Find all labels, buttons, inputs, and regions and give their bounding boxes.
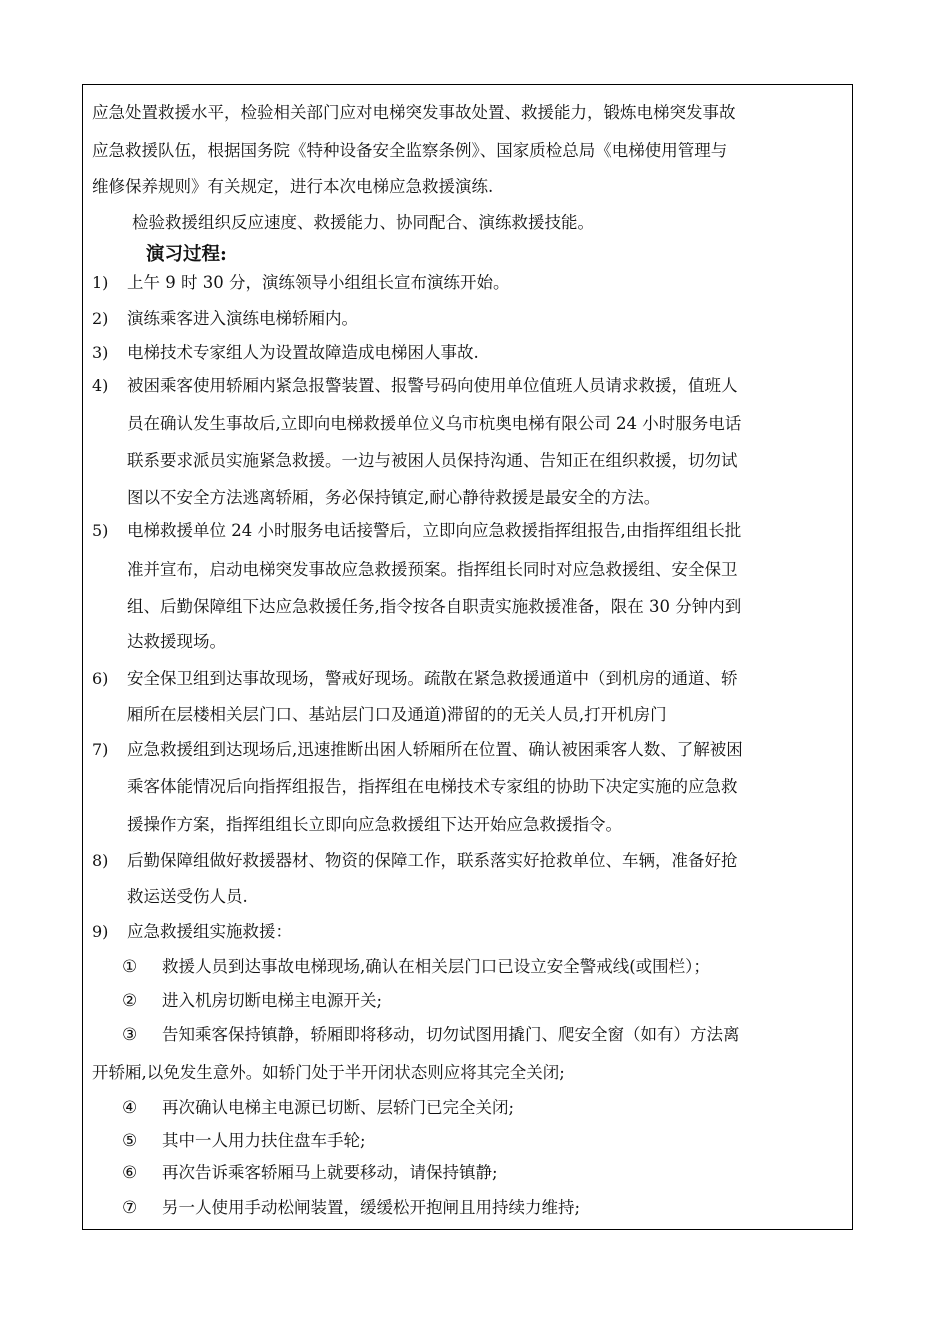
step-number: 2)	[92, 309, 109, 328]
step-4-line-1: 被困乘客使用轿厢内紧急报警装置、报警号码向使用单位值班人员请求救援，值班人	[127, 376, 738, 395]
intro-aim: 检验救援组织反应速度、救援能力、协同配合、演练救援技能。	[132, 213, 594, 232]
substep-7-line-1: 另一人使用手动松闸装置，缓缓松开抱闸且用持续力维持;	[162, 1198, 581, 1217]
substep-3-line-1: 告知乘客保持镇静，轿厢即将移动，切勿试图用撬门、爬安全窗（如有）方法离	[162, 1025, 740, 1044]
substep-marker: ④	[122, 1098, 138, 1118]
substep-marker: ③	[122, 1025, 138, 1045]
substep-marker: ⑤	[122, 1131, 138, 1151]
substep-6-line-1: 再次告诉乘客轿厢马上就要移动，请保持镇静;	[162, 1163, 498, 1182]
substep-marker: ⑥	[122, 1163, 138, 1183]
substep-marker: ①	[122, 957, 138, 977]
step-number: 8)	[92, 851, 109, 870]
substep-5-line-1: 其中一人用力扶住盘车手轮;	[162, 1131, 366, 1150]
step-number: 4)	[92, 376, 109, 395]
step-4-line-4: 图以不安全方法逃离轿厢，务必保持镇定,耐心静待救援是最安全的方法。	[127, 488, 661, 507]
intro-line-2: 应急救援队伍，根据国务院《特种设备安全监察条例》、国家质检总局《电梯使用管理与	[92, 141, 728, 160]
step-4-line-2: 员在确认发生事故后,立即向电梯救援单位义乌市杭奥电梯有限公司 24 小时服务电话	[127, 414, 742, 433]
step-8-line-2: 救运送受伤人员.	[127, 887, 248, 906]
substep-3-line-2: 开轿厢,以免发生意外。如轿门处于半开闭状态则应将其完全关闭;	[92, 1063, 565, 1082]
step-5-line-1: 电梯救援单位 24 小时服务电话接警后，立即向应急救援指挥组报告,由指挥组组长批	[127, 521, 742, 540]
step-6-line-1: 安全保卫组到达事故现场，警戒好现场。疏散在紧急救援通道中（到机房的通道、轿	[127, 669, 738, 688]
step-number: 9)	[92, 922, 109, 941]
step-6-line-2: 厢所在层楼相关层门口、基站层门口及通道)滞留的的无关人员,打开机房门	[127, 705, 667, 724]
step-number: 6)	[92, 669, 109, 688]
step-number: 3)	[92, 343, 109, 362]
substep-marker: ②	[122, 991, 138, 1011]
step-7-line-2: 乘客体能情况后向指挥组报告，指挥组在电梯技术专家组的协助下决定实施的应急救	[127, 777, 738, 796]
step-3-line-1: 电梯技术专家组人为设置故障造成电梯困人事故.	[127, 343, 479, 362]
step-5-line-3: 组、后勤保障组下达应急救援任务,指令按各自职责实施救援准备，限在 30 分钟内到	[127, 597, 742, 616]
intro-line-3: 维修保养规则》有关规定，进行本次电梯应急救援演练.	[92, 177, 494, 196]
process-title: 演习过程:	[146, 244, 227, 265]
step-5-line-4: 达救援现场。	[127, 632, 226, 651]
substep-1-line-1: 救援人员到达事故电梯现场,确认在相关层门口已设立安全警戒线(或围栏）；	[162, 957, 710, 976]
step-number: 1)	[92, 273, 109, 292]
substep-marker: ⑦	[122, 1198, 138, 1218]
step-5-line-2: 准并宣布，启动电梯突发事故应急救援预案。指挥组长同时对应急救援组、安全保卫	[127, 560, 738, 579]
substep-2-line-1: 进入机房切断电梯主电源开关;	[162, 991, 383, 1010]
intro-line-1: 应急处置救援水平，检验相关部门应对电梯突发事故处置、救援能力，锻炼电梯突发事故	[92, 103, 736, 122]
step-1-line-1: 上午 9 时 30 分，演练领导小组组长宣布演练开始。	[127, 273, 510, 292]
step-7-line-3: 援操作方案，指挥组组长立即向应急救援组下达开始应急救援指令。	[127, 815, 622, 834]
step-4-line-3: 联系要求派员实施紧急救援。一边与被困人员保持沟通、告知正在组织救援，切勿试	[127, 451, 738, 470]
step-8-line-1: 后勤保障组做好救援器材、物资的保障工作，联系落实好抢救单位、车辆，准备好抢	[127, 851, 738, 870]
step-9-line-1: 应急救援组实施救援：	[127, 922, 292, 941]
step-number: 7)	[92, 740, 109, 759]
substep-4-line-1: 再次确认电梯主电源已切断、层轿门已完全关闭;	[162, 1098, 515, 1117]
step-2-line-1: 演练乘客进入演练电梯轿厢内。	[127, 309, 358, 328]
step-number: 5)	[92, 521, 109, 540]
step-7-line-1: 应急救援组到达现场后,迅速推断出困人轿厢所在位置、确认被困乘客人数、了解被困	[127, 740, 743, 759]
